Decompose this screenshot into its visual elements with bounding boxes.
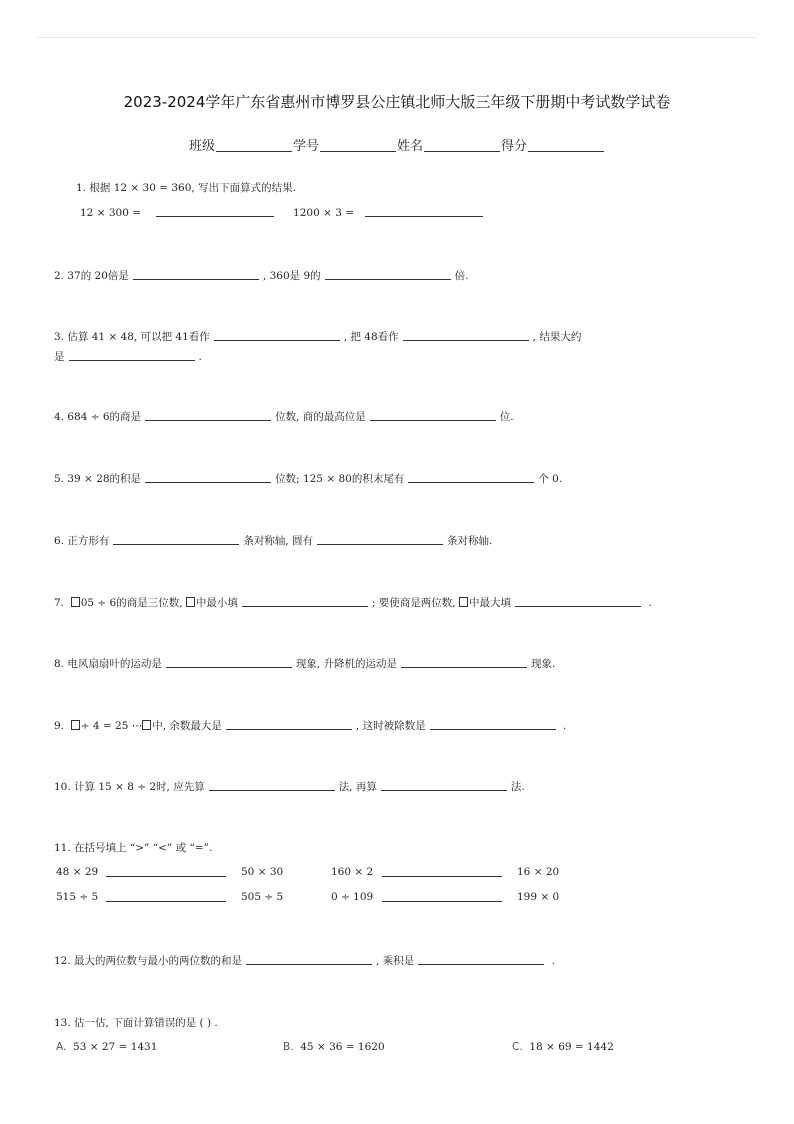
- option-c-letter: C.: [512, 1041, 523, 1053]
- question-3-text-b: , 把 48看作: [343, 331, 399, 343]
- answer-blank[interactable]: [214, 330, 340, 341]
- question-9-text-b: ÷ 4 = 25 ⋯: [80, 720, 143, 732]
- answer-blank[interactable]: [325, 269, 451, 280]
- comparison-expr: 0 ÷ 109: [331, 891, 374, 903]
- comparison-expr: 50 × 30: [241, 866, 284, 878]
- question-1-text: 1. 根据 12 × 30 = 360, 写出下面算式的结果.: [76, 182, 296, 194]
- question-10-text-b: 法, 再算: [338, 781, 377, 793]
- answer-blank[interactable]: [209, 780, 335, 791]
- question-5-text-b: 位数; 125 × 80的积末尾有: [275, 473, 405, 485]
- question-2-text-a: 2. 37的 20倍是: [54, 270, 129, 282]
- option-a-expr: 53 × 27 = 1431: [73, 1041, 158, 1053]
- answer-blank[interactable]: [246, 954, 372, 965]
- question-8: [54, 656, 555, 671]
- question-7-text-c: 中最小填: [195, 597, 238, 609]
- question-13: [54, 1015, 218, 1030]
- score-label: 得分: [501, 139, 528, 154]
- question-9: [54, 718, 566, 733]
- question-3-text-a: 3. 估算 41 × 48, 可以把 41看作: [54, 331, 210, 343]
- question-8-text-c: 现象.: [531, 658, 556, 670]
- question-8-text-a: 8. 电风扇扇叶的运动是: [54, 658, 162, 670]
- answer-blank[interactable]: [382, 866, 502, 877]
- question-6-text-c: 条对称轴.: [447, 535, 493, 547]
- id-blank[interactable]: [320, 151, 396, 152]
- question-11-text: 11. 在括号填上 “>” “<” 或 “=”.: [54, 842, 213, 854]
- name-label: 姓名: [397, 139, 424, 154]
- question-12: [54, 953, 555, 968]
- question-10-text-a: 10. 计算 15 × 8 ÷ 2时, 应先算: [54, 781, 205, 793]
- square-box-icon: [459, 597, 468, 607]
- question-6-text-a: 6. 正方形有: [54, 535, 110, 547]
- question-9-number: 9.: [54, 720, 65, 732]
- question-10-text-c: 法.: [510, 781, 525, 793]
- question-2-text-c: 倍.: [454, 270, 469, 282]
- question-7-text-d: ; 要使商是两位数,: [371, 597, 456, 609]
- class-blank[interactable]: [216, 151, 292, 152]
- square-box-icon: [142, 720, 151, 730]
- option-b-letter: B.: [283, 1041, 294, 1053]
- question-7-number: 7.: [54, 597, 65, 609]
- question-2-text-b: , 360是 9的: [262, 270, 321, 282]
- comparison-expr: 160 × 2: [331, 866, 374, 878]
- answer-blank[interactable]: [69, 350, 195, 361]
- question-1-expr-b: 1200 × 3 =: [293, 207, 355, 219]
- answer-blank[interactable]: [370, 410, 496, 421]
- question-3-line-2: [54, 349, 202, 364]
- answer-blank[interactable]: [430, 719, 556, 730]
- question-12-text-b: , 乘积是: [376, 955, 415, 967]
- question-9-text-e: .: [562, 720, 567, 732]
- answer-blank[interactable]: [408, 472, 534, 483]
- question-2: [54, 268, 469, 283]
- square-box-icon: [71, 720, 80, 730]
- question-6: [54, 533, 492, 548]
- answer-blank[interactable]: [242, 596, 368, 607]
- answer-blank[interactable]: [145, 410, 271, 421]
- question-10: [54, 779, 525, 794]
- question-3-text-c: , 结果大约: [532, 331, 582, 343]
- answer-blank[interactable]: [515, 596, 641, 607]
- question-7: [54, 595, 652, 610]
- question-1-expr-a: 12 × 300 =: [80, 207, 142, 219]
- answer-blank[interactable]: [403, 330, 529, 341]
- question-12-text-c: .: [551, 955, 555, 967]
- answer-blank[interactable]: [317, 534, 443, 545]
- option-c-expr: 18 × 69 = 1442: [529, 1041, 614, 1053]
- question-11: [54, 840, 212, 855]
- option-b-expr: 45 × 36 = 1620: [300, 1041, 385, 1053]
- comparison-expr: 515 ÷ 5: [56, 891, 99, 903]
- question-12-text-a: 12. 最大的两位数与最小的两位数的和是: [54, 955, 243, 967]
- square-box-icon: [71, 597, 80, 607]
- comparison-expr: 505 ÷ 5: [241, 891, 284, 903]
- question-4: [54, 409, 514, 424]
- question-6-text-b: 条对称轴, 圆有: [243, 535, 314, 547]
- comparison-expr: 199 × 0: [517, 891, 560, 903]
- square-box-icon: [186, 597, 195, 607]
- answer-blank[interactable]: [113, 534, 239, 545]
- option-a[interactable]: [56, 1041, 157, 1053]
- question-3: [54, 329, 581, 344]
- answer-blank[interactable]: [145, 472, 271, 483]
- comparison-expr: 48 × 29: [56, 866, 99, 878]
- option-b[interactable]: [283, 1041, 385, 1053]
- score-blank[interactable]: [528, 151, 604, 152]
- question-13-text: 13. 估一估, 下面计算错误的是 ( ) .: [54, 1017, 218, 1029]
- question-5: [54, 471, 562, 486]
- answer-blank[interactable]: [365, 206, 483, 217]
- class-label: 班级: [188, 139, 215, 154]
- question-5-text-a: 5. 39 × 28的积是: [54, 473, 142, 485]
- answer-blank[interactable]: [226, 719, 352, 730]
- name-blank[interactable]: [424, 151, 500, 152]
- question-4-text-b: 位数, 商的最高位是: [275, 411, 366, 423]
- question-4-text-a: 4. 684 ÷ 6的商是: [54, 411, 142, 423]
- question-7-text-e: 中最大填: [468, 597, 511, 609]
- student-info-row: [0, 135, 794, 154]
- question-1-answers: [80, 206, 487, 219]
- option-a-letter: A.: [56, 1041, 67, 1053]
- comparison-expr: 16 × 20: [517, 866, 560, 878]
- question-7-text-b: 05 ÷ 6的商是三位数,: [80, 597, 183, 609]
- page-title: 2023-2024学年广东省惠州市博罗县公庄镇北师大版三年级下册期中考试数学试卷: [123, 93, 671, 111]
- question-9-text-d: , 这时被除数是: [355, 720, 426, 732]
- header-divider: [38, 37, 756, 38]
- answer-blank[interactable]: [418, 954, 544, 965]
- id-label: 学号: [292, 139, 319, 154]
- option-c[interactable]: [512, 1041, 614, 1053]
- answer-blank[interactable]: [156, 206, 274, 217]
- answer-blank[interactable]: [106, 866, 226, 877]
- question-3-text-e: .: [198, 351, 202, 363]
- answer-blank[interactable]: [381, 780, 507, 791]
- answer-blank[interactable]: [166, 657, 292, 668]
- question-3-text-d: 是: [54, 351, 65, 363]
- question-4-text-c: 位.: [499, 411, 514, 423]
- answer-blank[interactable]: [382, 891, 502, 902]
- answer-blank[interactable]: [401, 657, 527, 668]
- question-1: [76, 180, 296, 195]
- question-9-text-c: 中, 余数最大是: [152, 720, 222, 732]
- question-5-text-c: 个 0.: [538, 473, 563, 485]
- answer-blank[interactable]: [106, 891, 226, 902]
- question-7-text-f: .: [648, 597, 652, 609]
- question-8-text-b: 现象, 升降机的运动是: [295, 658, 398, 670]
- answer-blank[interactable]: [133, 269, 259, 280]
